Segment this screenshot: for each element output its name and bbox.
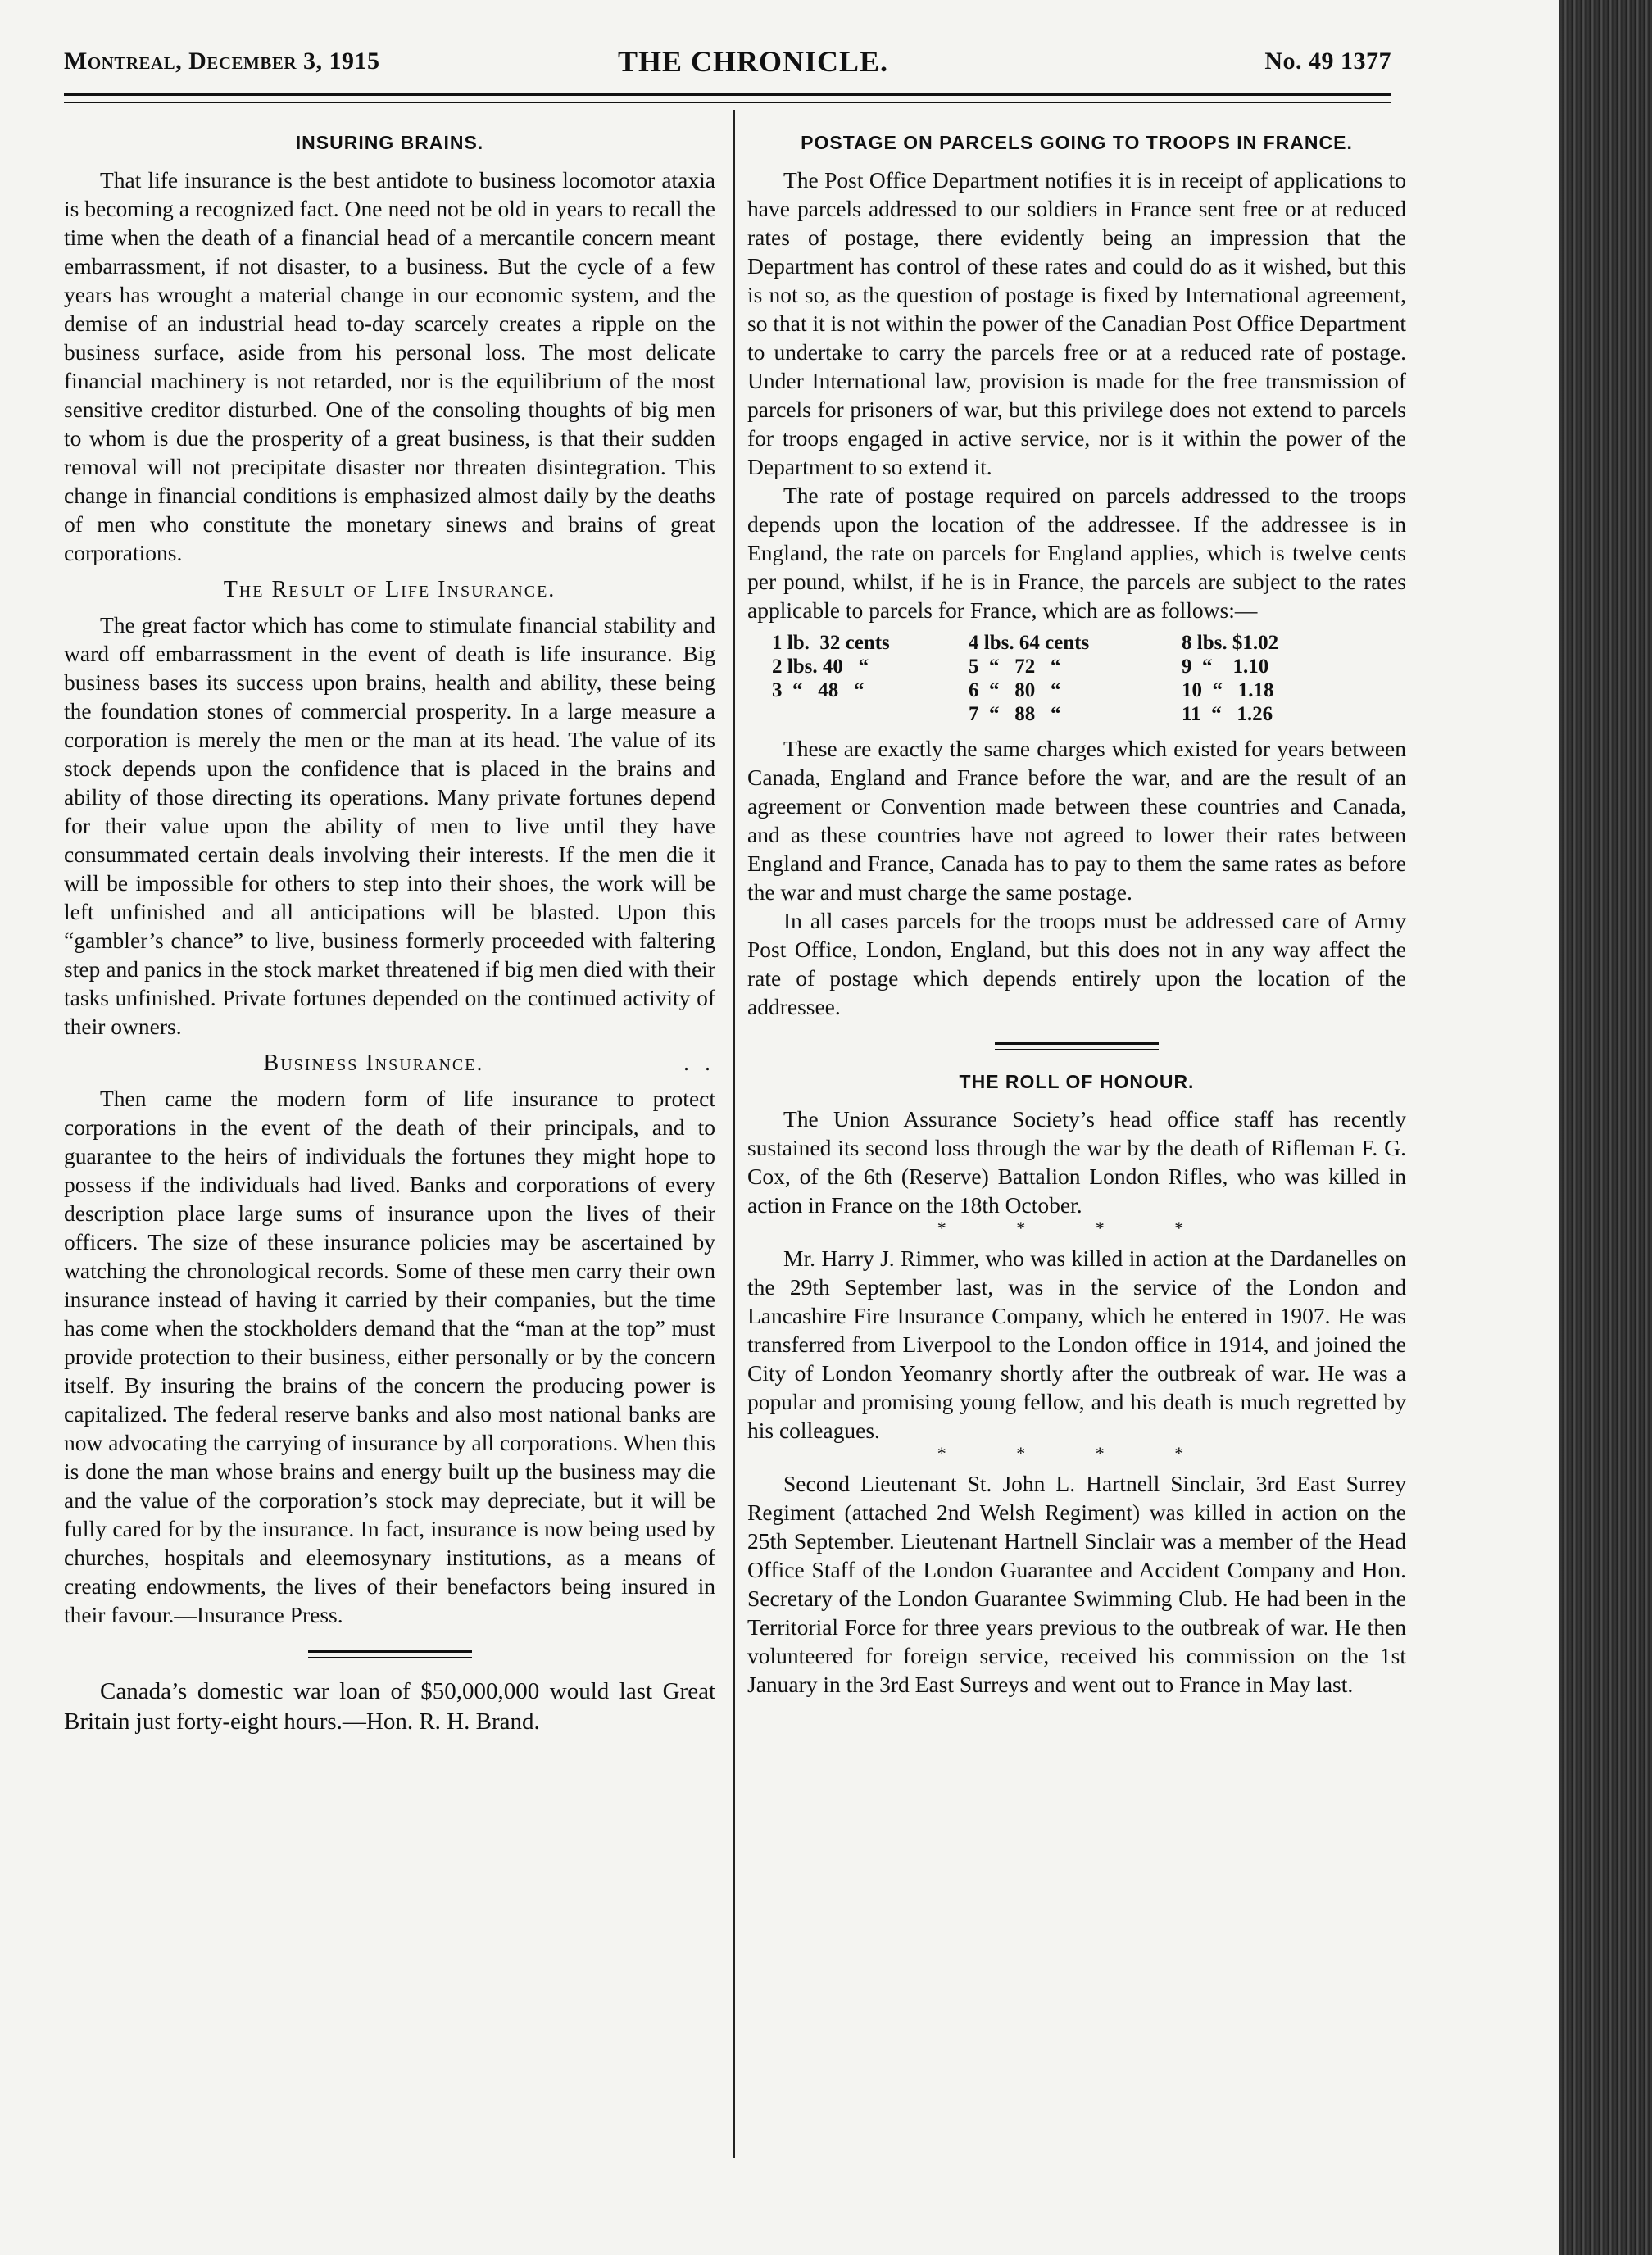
left-column: [64, 123, 715, 1737]
issue-page-number: No. 49 1377: [1264, 48, 1391, 75]
rate-column-2: [969, 631, 1182, 726]
asterism-separator: * * * *: [937, 1443, 1217, 1463]
page-header: [64, 45, 1391, 87]
rate-row: 7 “ 88 “: [969, 703, 1061, 725]
subheading-result: The Result of Life Insurance.: [223, 577, 556, 602]
rate-row: 5 “ 72 “: [969, 656, 1061, 678]
asterism-separator: * * * *: [937, 1218, 1217, 1238]
article-paragraph: Second Lieutenant St. John L. Hartnell Sinclair, 3rd East Surrey Regiment (attached 2nd Welsh Regiment) was killed in action on the 25th September. Lieutenant Hartnell Sinclair was a member of the Head Office Staff of the London Guarantee and Accident Company and Hon. Secretary of the London Guarantee Swimming Club. He had been in the Territorial Force for three years previous to the outbreak of war. He then volunteered for foreign service, received his commission on the 1st January in the 3rd East Surreys and went out to France in May last.: [747, 1471, 1406, 1697]
rate-row: 8 lbs. $1.02: [1182, 632, 1279, 654]
article-paragraph: The Union Assurance Society’s head office staff has recently sustained its second loss through the war by the death of Rifleman F. G. Cox, of the 6th (Reserve) Battalion London Rifles, who was killed in action in France on the 18th October.: [747, 1106, 1406, 1218]
column-divider: [733, 110, 735, 2158]
subheading-dots: . .: [683, 1050, 715, 1076]
masthead-title: THE CHRONICLE.: [618, 45, 889, 78]
rate-row: 6 “ 80 “: [969, 679, 1061, 701]
rate-row: 1 lb. 32 cents: [772, 632, 890, 654]
binding-edge: [1559, 0, 1652, 2255]
article-paragraph: These are exactly the same charges which existed for years between Canada, England and France before the war, and are the result of an agreement or Convention made between these countries and Canada, and as these countries have not agreed to lower their rates between England and France, Canada has to pay to them the same rates as before the war and must charge the same postage.: [747, 736, 1406, 905]
article-paragraph: The rate of postage required on parcels addressed to the troops depends upon the location of the addressee. If the addressee is in England, the rate on parcels for England applies, which is twelve cents per pound, whilst, if he is in France, the parcels are subject to the rates applicable to parcels for France, which are as follows:—: [747, 483, 1406, 623]
article-paragraph: In all cases parcels for the troops must be addressed care of Army Post Office, London, England, but this does not in any way affect the rate of postage which depends entirely upon the location of the addressee.: [747, 908, 1406, 1019]
rate-row: 10 “ 1.18: [1182, 679, 1274, 701]
war-loan-note: Canada’s domestic war loan of $50,000,000 would last Great Britain just forty-eight hours.—Hon. R. H. Brand.: [64, 1678, 715, 1735]
article-paragraph: The great factor which has come to stimulate financial stability and ward off embarrassment in the event of death is life insurance. Big business bases its success upon brains, health and ability, these being the foundation stones of commercial prosperity. In a large measure a corporation is merely the men or the man at its head. The value of its stock depends upon the confidence that is placed in the brains and ability of those directing its operations. Many private fortunes depend for their value upon the ability of men to live until they have consummated certain deals involving their interests. If the men die it will be impossible for others to step into their shoes, the work will be left unfinished and all anticipations will be blasted. Upon this “gambler’s chance” to live, business formerly proceeded with faltering step and panics in the stock market threatened if big men died with their tasks unfinished. Private fortunes depended on the continued activity of their owners.: [64, 612, 715, 1039]
article-paragraph: Then came the modern form of life insurance to protect corporations in the event of the death of their principals, and to guarantee to the heirs of individuals the fortunes they might hope to possess if the individuals had lived. Banks and corporations of every description place large sums of insurance upon the lives of their officers. The size of these insurance policies may be ascertained by watching the chronological records. Some of these men carry their own insurance instead of having it carried by their companies, but the time has come when the stockholders demand that the “man at the top” must provide protection to their business, either personally or by the concern itself. By insuring the brains of the concern the producing power is capitalized. The federal reserve banks and also most national banks are now advocating the carrying of insurance by all corporations. When this is done the man whose brains and energy built up the business may die and the value of the corporation’s stock may depreciate, but it will be fully cared for by the insurance. In fact, insurance is now being used by churches, hospitals and eleemosynary institutions, as a means of creating endowments, the lives of their benefactors being insured in their favour.—Insurance Press.: [64, 1086, 715, 1627]
article-title-postage: POSTAGE ON PARCELS GOING TO TROOPS IN FRANCE.: [801, 132, 1353, 153]
header-rule: [64, 93, 1391, 103]
rate-row: 9 “ 1.10: [1182, 656, 1269, 678]
rate-row: 11 “ 1.26: [1182, 703, 1273, 725]
article-paragraph: The Post Office Department notifies it is in receipt of applications to have parcels addressed to our soldiers in France sent free or at reduced rates of postage, there evidently being an impression that the Department has control of these rates and could do as it wished, but this is not so, as the question of postage is fixed by International agreement, so that it is not within the power of the Canadian Post Office Department to undertake to carry the parcels free or at a reduced rate of postage. Under International law, provision is made for the free transmission of parcels for prisoners of war, but this privilege does not extend to parcels for troops engaged in active service, nor is it within the power of the Department to so extend it.: [747, 167, 1406, 479]
rate-row: 3 “ 48 “: [772, 679, 865, 701]
article-paragraph: Mr. Harry J. Rimmer, who was killed in action at the Dardanelles on the 29th September last, was in the service of the London and Lancashire Fire Insurance Company, which he entered in 1907. He was transferred from Liverpool to the London office in 1914, and joined the City of London Yeomanry shortly after the outbreak of war. He was a popular and promising young fellow, and his death is much regretted by his colleagues.: [747, 1245, 1406, 1443]
subheading-business-text: Business Insurance.: [263, 1050, 484, 1076]
postage-rate-table: [772, 631, 1406, 726]
article-title-insuring-brains: INSURING BRAINS.: [295, 132, 484, 153]
article-title-roll-of-honour: THE ROLL OF HONOUR.: [959, 1071, 1195, 1092]
rate-row: 4 lbs. 64 cents: [969, 632, 1090, 654]
section-rule: [308, 1650, 472, 1658]
rate-row: 2 lbs. 40 “: [772, 656, 869, 678]
right-column: [747, 123, 1406, 1699]
article-paragraph: That life insurance is the best antidote to business locomotor ataxia is becoming a recognized fact. One need not be old in years to recall the time when the death of a financial head of a mercantile concern meant embarrassment, if not disaster, to a business. But the cycle of a few years has wrought a material change in our economic system, and the demise of an industrial head to-day scarcely creates a ripple on the business surface, aside from his personal loss. The most delicate financial machinery is not retarded, nor is the equilibrium of the most sensitive creditor disturbed. One of the consoling thoughts of big men to whom is due the prosperity of a great business, is that their sudden removal will not precipitate disaster nor threaten disintegration. This change in financial conditions is emphasized almost daily by the deaths of men who constitute the monetary sinews and brains of great corporations.: [64, 167, 715, 565]
rate-column-3: [1182, 631, 1378, 726]
rate-column-1: [772, 631, 969, 726]
section-rule: [995, 1042, 1159, 1050]
header-dateline: Montreal, December 3, 1915: [64, 48, 380, 75]
subheading-business: [64, 1049, 715, 1078]
